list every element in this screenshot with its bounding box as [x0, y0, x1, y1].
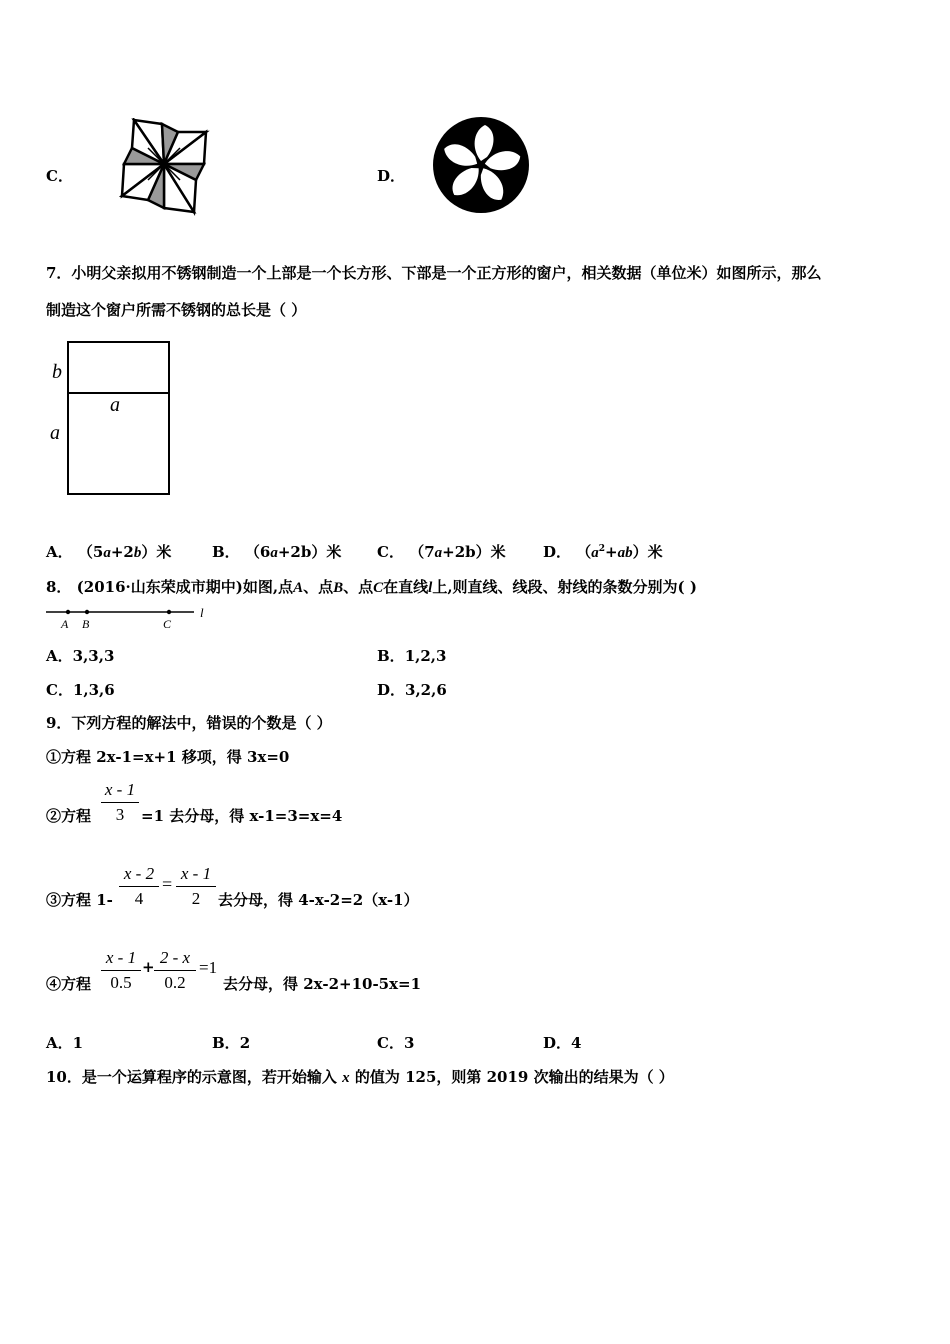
point-b [85, 610, 89, 614]
q9-item-4-equals: =1 [199, 958, 218, 977]
q7-fig-label-a-left: a [50, 422, 60, 444]
q6-option-d-label: D． [377, 167, 406, 185]
q10-question: 10．是一个运算程序的示意图，若开始输入 x 的值为 125，则第 2019 次输出的结果为（ ） [46, 1068, 674, 1086]
bauhinia-circle-icon [431, 116, 531, 214]
q9-question: 9．下列方程的解法中，错误的个数是（ ） [46, 714, 332, 732]
q7-option-b: B． （6a+2b）米 [212, 543, 342, 561]
q8-question: 8． (2016·山东荣成市期中)如图,点A、点B、点C在直线l上,则直线、线段、射线的条数分别为( ) [46, 578, 697, 596]
q7-question-line1: 7．小明父亲拟用不锈钢制造一个上部是一个长方形、下部是一个正方形的窗户，相关数据（单位米）如图所示，那么 [46, 264, 822, 282]
q7-option-a: A． （5a+2b）米 [46, 543, 172, 561]
pinwheel-icon [118, 118, 210, 216]
q7-question-line2: 制造这个窗户所需不锈钢的总长是（ ） [46, 301, 307, 319]
q9-option-a: A．1 [46, 1034, 84, 1052]
point-c [167, 610, 171, 614]
fig-label-c: C [163, 617, 172, 630]
q9-item-3-fraction-2: $\frac{x - 1}{2}$ [176, 864, 216, 909]
q7-window-figure [44, 336, 184, 502]
q7-fig-label-a-top: a [110, 394, 120, 416]
q9-item-2-suffix: =1 去分母，得 x-1=3=x=4 [141, 807, 343, 825]
q8-option-c: C．1,3,6 [46, 681, 115, 699]
q9-item-3-suffix: 去分母，得 4-x-2=2（x-1） [218, 891, 419, 909]
q8-option-b: B．1,2,3 [377, 647, 447, 665]
q9-item-3-equals: = [162, 874, 173, 894]
fig-label-l: l [200, 605, 204, 620]
q8-option-a: A．3,3,3 [46, 647, 115, 665]
q7-fig-label-b: b [52, 361, 62, 383]
q9-option-d: D．4 [543, 1034, 582, 1052]
q9-item-1: ①方程 2x-1=x+1 移项，得 3x=0 [46, 748, 290, 766]
q9-option-b: B．2 [212, 1034, 251, 1052]
q9-item-4-suffix: 去分母，得 2x-2+10-5x=1 [223, 975, 422, 993]
q9-item-4-plus: + [142, 958, 155, 976]
point-a [66, 610, 70, 614]
q9-item-4-fraction-1: $\frac{x - 1}{0.5}$ [101, 948, 141, 993]
q9-item-2-prefix: ②方程 [46, 807, 92, 825]
q6-option-c-label: C． [46, 167, 73, 185]
q9-item-3-prefix: ③方程 1- [46, 891, 113, 909]
q9-item-4-fraction-2: $\frac{2 - x}{0.2}$ [154, 948, 196, 993]
q7-option-d: D． $(a^2+ab)$米 [543, 543, 663, 561]
fig-label-a: A [61, 617, 69, 630]
q9-item-3-fraction-1: $\frac{x - 2}{4}$ [119, 864, 159, 909]
q9-item-2-fraction: $\frac{x - 1}{3}$ [101, 780, 139, 825]
q9-option-c: C．3 [377, 1034, 415, 1052]
q8-option-d: D．3,2,6 [377, 681, 447, 699]
q9-item-4-prefix: ④方程 [46, 975, 92, 993]
q7-option-c: C． （7a+2b）米 [377, 543, 506, 561]
q8-line-figure [44, 604, 214, 630]
fig-label-b: B [82, 617, 90, 630]
